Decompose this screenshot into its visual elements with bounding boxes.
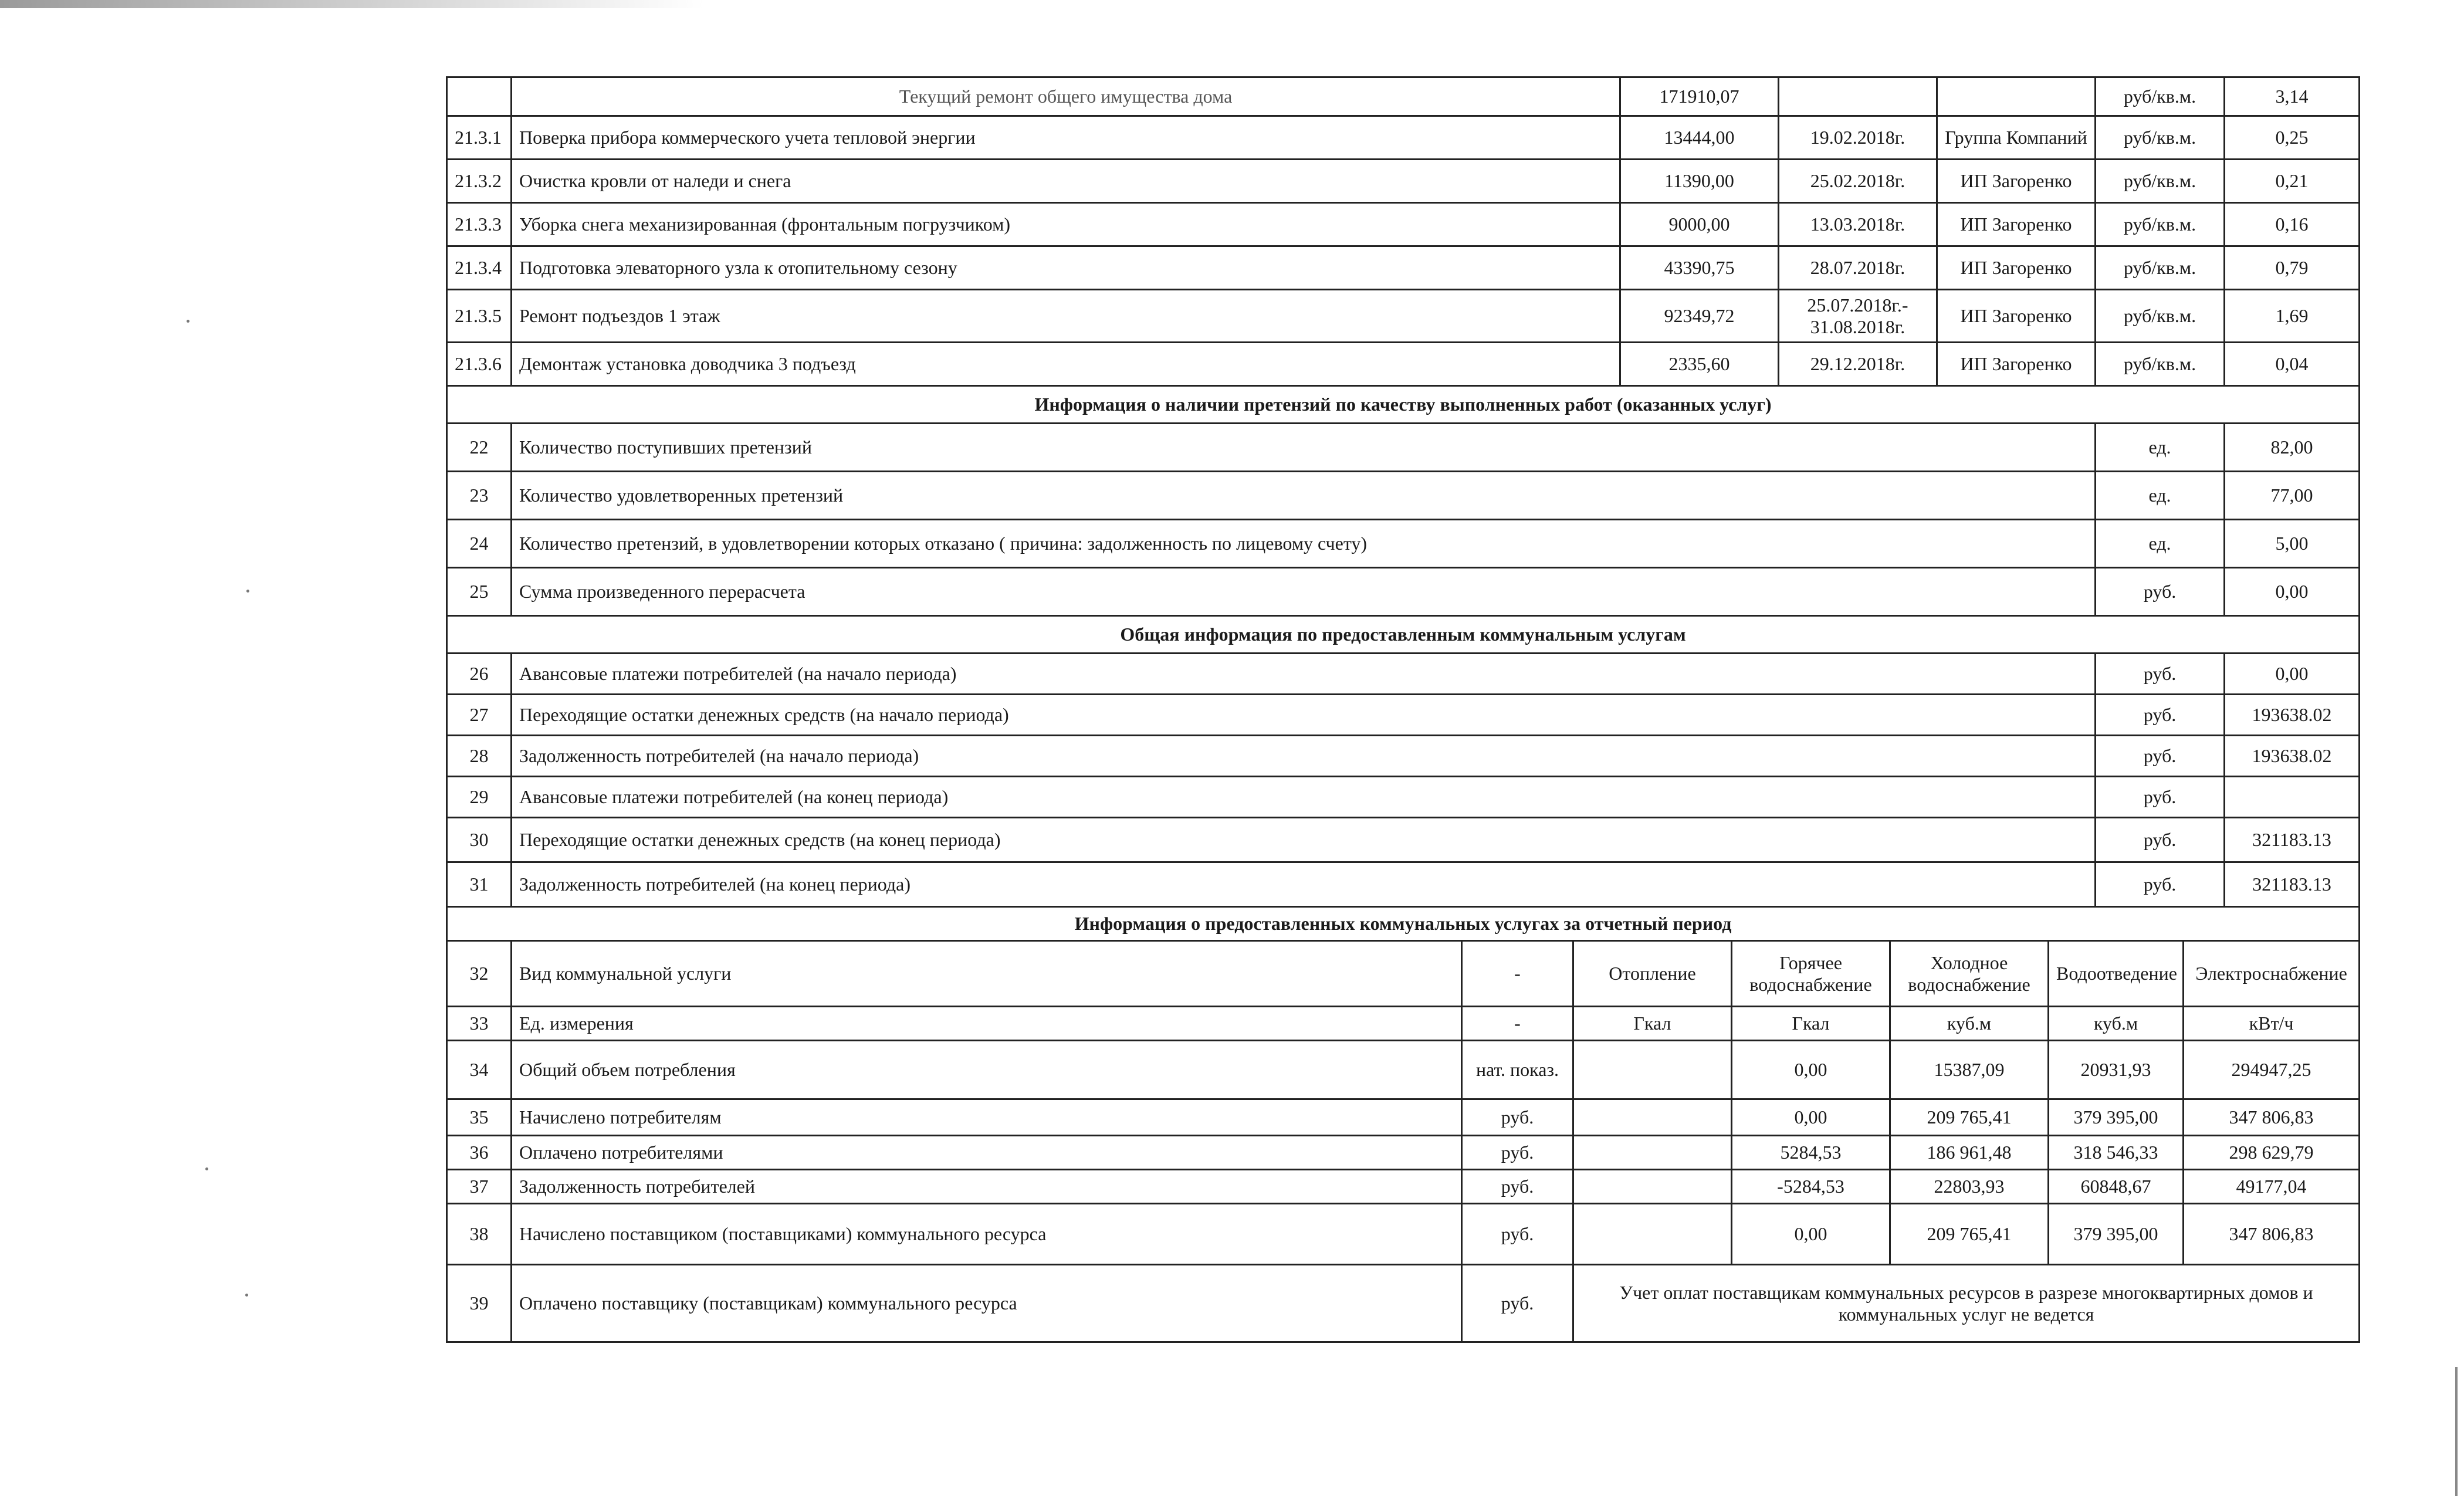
repair-row-rate: 1,69 [2225, 290, 2360, 343]
service-type-num: 32 [447, 941, 512, 1007]
period-row-sewerage: 20931,93 [2049, 1041, 2184, 1099]
repair-row-num: 21.3.5 [447, 290, 512, 343]
repair-row-contractor: ИП Загоренко [1937, 290, 2096, 343]
utilities-general-row [447, 695, 2360, 736]
repair-row [447, 116, 2360, 160]
supplier-paid-row [447, 1265, 2360, 1342]
report-sheet [446, 76, 2358, 1343]
repair-header-date [1779, 77, 1937, 116]
service-type-label: Вид коммунальной услуги [512, 941, 1462, 1007]
repair-row [447, 160, 2360, 203]
supplier-paid-note: Учет оплат поставщикам коммунальных ресурсов в разрезе многоквартирных домов и коммунальных услуг не ведется [1573, 1265, 2360, 1342]
repair-row-name: Очистка кровли от наледи и снега [512, 160, 1620, 203]
period-row-hot-water: 5284,53 [1732, 1136, 1890, 1170]
utilities-general-row-num: 27 [447, 695, 512, 736]
repair-header-row [447, 77, 2360, 116]
period-row-unit: нат. показ. [1462, 1041, 1573, 1099]
repair-row-name: Поверка прибора коммерческого учета тепловой энергии [512, 116, 1620, 160]
scan-speck [187, 320, 189, 323]
service-cold-water: Холодное водоснабжение [1890, 941, 2049, 1007]
utilities-general-row [447, 777, 2360, 818]
claims-row-name: Количество претензий, в удовлетворении которых отказано ( причина: задолженность по лицевому счету) [512, 520, 2096, 568]
repair-row [447, 246, 2360, 290]
service-sewerage: Водоотведение [2049, 941, 2184, 1007]
repair-row-date: 25.07.2018г.- 31.08.2018г. [1779, 290, 1937, 343]
utilities-period-row [447, 1204, 2360, 1265]
utilities-general-row-name: Переходящие остатки денежных средств (на конец периода) [512, 818, 2096, 862]
claims-row-unit: ед. [2096, 424, 2225, 472]
period-row-heating [1573, 1041, 1732, 1099]
repair-row-date: 19.02.2018г. [1779, 116, 1937, 160]
claims-section-title: Информация о наличии претензий по качеству выполненных работ (оказанных услуг) [447, 386, 2360, 424]
utilities-general-row-value: 193638.02 [2225, 736, 2360, 777]
unit-cold-water: куб.м [1890, 1007, 2049, 1041]
utilities-general-row-value: 321183.13 [2225, 862, 2360, 907]
claims-row-value: 77,00 [2225, 472, 2360, 520]
period-row-hot-water: 0,00 [1732, 1099, 1890, 1136]
period-row-name: Начислено потребителям [512, 1099, 1462, 1136]
claims-row [447, 424, 2360, 472]
period-row-hot-water: 0,00 [1732, 1041, 1890, 1099]
utilities-period-row [447, 1099, 2360, 1136]
claims-table [446, 385, 2360, 908]
scan-speck [246, 590, 249, 593]
period-row-heating [1573, 1136, 1732, 1170]
repair-header-amount: 171910,07 [1620, 77, 1779, 116]
repair-row-unit: руб/кв.м. [2096, 290, 2225, 343]
repair-table [446, 76, 2360, 387]
repair-row-name: Демонтаж установка доводчика 3 подъезд [512, 343, 1620, 386]
period-row-sewerage: 318 546,33 [2049, 1136, 2184, 1170]
unit-row-label: Ед. измерения [512, 1007, 1462, 1041]
repair-row-amount: 11390,00 [1620, 160, 1779, 203]
period-row-electricity: 49177,04 [2184, 1170, 2360, 1204]
claims-row-value: 0,00 [2225, 568, 2360, 616]
repair-header-contractor [1937, 77, 2096, 116]
repair-row-rate: 0,79 [2225, 246, 2360, 290]
unit-row-dash: - [1462, 1007, 1573, 1041]
service-heating: Отопление [1573, 941, 1732, 1007]
repair-row-unit: руб/кв.м. [2096, 246, 2225, 290]
period-row-unit: руб. [1462, 1099, 1573, 1136]
claims-row [447, 520, 2360, 568]
repair-row-unit: руб/кв.м. [2096, 116, 2225, 160]
period-row-electricity: 298 629,79 [2184, 1136, 2360, 1170]
service-electricity: Электроснабжение [2184, 941, 2360, 1007]
period-row-unit: руб. [1462, 1170, 1573, 1204]
utilities-period-table [446, 906, 2360, 1343]
claims-row-unit: ед. [2096, 472, 2225, 520]
claims-row-unit: руб. [2096, 568, 2225, 616]
period-row-num: 34 [447, 1041, 512, 1099]
utilities-general-row-num: 31 [447, 862, 512, 907]
repair-row-num: 21.3.3 [447, 203, 512, 246]
scan-speck [205, 1167, 208, 1170]
repair-row [447, 343, 2360, 386]
utilities-general-row [447, 818, 2360, 862]
utilities-general-row-value: 321183.13 [2225, 818, 2360, 862]
claims-row-unit: ед. [2096, 520, 2225, 568]
claims-row-num: 25 [447, 568, 512, 616]
period-row-hot-water: -5284,53 [1732, 1170, 1890, 1204]
repair-row-amount: 92349,72 [1620, 290, 1779, 343]
repair-header-unit: руб/кв.м. [2096, 77, 2225, 116]
repair-row-contractor: ИП Загоренко [1937, 343, 2096, 386]
period-row-num: 37 [447, 1170, 512, 1204]
utilities-general-row-unit: руб. [2096, 654, 2225, 695]
period-row-heating [1573, 1170, 1732, 1204]
period-row-cold-water: 209 765,41 [1890, 1099, 2049, 1136]
repair-row-rate: 0,16 [2225, 203, 2360, 246]
utilities-general-row [447, 862, 2360, 907]
period-row-num: 35 [447, 1099, 512, 1136]
period-row-num: 38 [447, 1204, 512, 1265]
repair-row-amount: 43390,75 [1620, 246, 1779, 290]
claims-row [447, 472, 2360, 520]
claims-title-row [447, 386, 2360, 424]
repair-row-name: Подготовка элеваторного узла к отопительному сезону [512, 246, 1620, 290]
repair-row-num: 21.3.2 [447, 160, 512, 203]
period-row-heating [1573, 1099, 1732, 1136]
unit-electricity: кВт/ч [2184, 1007, 2360, 1041]
repair-row-unit: руб/кв.м. [2096, 203, 2225, 246]
claims-row-name: Количество поступивших претензий [512, 424, 2096, 472]
utilities-general-row-unit: руб. [2096, 695, 2225, 736]
claims-row-name: Количество удовлетворенных претензий [512, 472, 2096, 520]
service-type-row [447, 941, 2360, 1007]
period-row-name: Задолженность потребителей [512, 1170, 1462, 1204]
repair-row-contractor: ИП Загоренко [1937, 246, 2096, 290]
utilities-general-section-title: Общая информация по предоставленным коммунальным услугам [447, 616, 2360, 654]
repair-row-rate: 0,21 [2225, 160, 2360, 203]
claims-row-num: 23 [447, 472, 512, 520]
scan-speck [245, 1294, 248, 1297]
utilities-general-row-num: 30 [447, 818, 512, 862]
period-row-cold-water: 186 961,48 [1890, 1136, 2049, 1170]
utilities-period-row [447, 1170, 2360, 1204]
period-row-unit: руб. [1462, 1136, 1573, 1170]
utilities-general-row-unit: руб. [2096, 862, 2225, 907]
supplier-paid-num: 39 [447, 1265, 512, 1342]
utilities-general-row-unit: руб. [2096, 818, 2225, 862]
utilities-general-row-num: 28 [447, 736, 512, 777]
utilities-general-row [447, 654, 2360, 695]
repair-row-date: 13.03.2018г. [1779, 203, 1937, 246]
utilities-general-title-row [447, 616, 2360, 654]
repair-row-num: 21.3.4 [447, 246, 512, 290]
period-row-name: Оплачено потребителями [512, 1136, 1462, 1170]
period-row-name: Общий объем потребления [512, 1041, 1462, 1099]
repair-row-contractor: Группа Компаний [1937, 116, 2096, 160]
repair-header-title: Текущий ремонт общего имущества дома [512, 77, 1620, 116]
period-row-cold-water: 15387,09 [1890, 1041, 2049, 1099]
repair-row-rate: 0,04 [2225, 343, 2360, 386]
repair-row-amount: 2335,60 [1620, 343, 1779, 386]
period-row-sewerage: 379 395,00 [2049, 1099, 2184, 1136]
period-row-cold-water: 22803,93 [1890, 1170, 2049, 1204]
period-row-electricity: 294947,25 [2184, 1041, 2360, 1099]
repair-header-num [447, 77, 512, 116]
repair-row-num: 21.3.1 [447, 116, 512, 160]
service-type-dash: - [1462, 941, 1573, 1007]
period-row-sewerage: 60848,67 [2049, 1170, 2184, 1204]
utilities-general-row-name: Задолженность потребителей (на конец периода) [512, 862, 2096, 907]
repair-header-rate: 3,14 [2225, 77, 2360, 116]
repair-row-name: Ремонт подъездов 1 этаж [512, 290, 1620, 343]
utilities-general-row-name: Переходящие остатки денежных средств (на начало периода) [512, 695, 2096, 736]
claims-row-value: 5,00 [2225, 520, 2360, 568]
utilities-period-title-row [447, 907, 2360, 941]
period-row-heating [1573, 1204, 1732, 1265]
period-row-num: 36 [447, 1136, 512, 1170]
repair-row-unit: руб/кв.м. [2096, 343, 2225, 386]
repair-row-contractor: ИП Загоренко [1937, 160, 2096, 203]
repair-row-date: 25.02.2018г. [1779, 160, 1937, 203]
claims-row-name: Сумма произведенного перерасчета [512, 568, 2096, 616]
period-row-name: Начислено поставщиком (поставщиками) коммунального ресурса [512, 1204, 1462, 1265]
utilities-general-row-name: Задолженность потребителей (на начало периода) [512, 736, 2096, 777]
unit-hot-water: Гкал [1732, 1007, 1890, 1041]
scan-edge-line [2455, 1367, 2458, 1496]
repair-row-unit: руб/кв.м. [2096, 160, 2225, 203]
repair-row-amount: 9000,00 [1620, 203, 1779, 246]
utilities-general-row-value [2225, 777, 2360, 818]
period-row-hot-water: 0,00 [1732, 1204, 1890, 1265]
service-hot-water: Горячее водоснабжение [1732, 941, 1890, 1007]
utilities-general-row-value: 193638.02 [2225, 695, 2360, 736]
repair-row-date: 28.07.2018г. [1779, 246, 1937, 290]
utilities-period-section-title: Информация о предоставленных коммунальных услугах за отчетный период [447, 907, 2360, 941]
utilities-general-row-num: 29 [447, 777, 512, 818]
utilities-period-row [447, 1041, 2360, 1099]
supplier-paid-label: Оплачено поставщику (поставщикам) коммунального ресурса [512, 1265, 1462, 1342]
repair-row-num: 21.3.6 [447, 343, 512, 386]
utilities-general-row-unit: руб. [2096, 736, 2225, 777]
unit-row [447, 1007, 2360, 1041]
utilities-general-row-name: Авансовые платежи потребителей (на начало периода) [512, 654, 2096, 695]
supplier-paid-unit: руб. [1462, 1265, 1573, 1342]
period-row-electricity: 347 806,83 [2184, 1204, 2360, 1265]
unit-sewerage: куб.м [2049, 1007, 2184, 1041]
claims-row-num: 24 [447, 520, 512, 568]
claims-row [447, 568, 2360, 616]
period-row-cold-water: 209 765,41 [1890, 1204, 2049, 1265]
repair-row [447, 203, 2360, 246]
utilities-general-row [447, 736, 2360, 777]
utilities-general-row-unit: руб. [2096, 777, 2225, 818]
utilities-general-row-value: 0,00 [2225, 654, 2360, 695]
scan-top-edge [0, 0, 704, 8]
utilities-general-row-name: Авансовые платежи потребителей (на конец периода) [512, 777, 2096, 818]
period-row-unit: руб. [1462, 1204, 1573, 1265]
repair-row [447, 290, 2360, 343]
repair-row-date: 29.12.2018г. [1779, 343, 1937, 386]
repair-row-contractor: ИП Загоренко [1937, 203, 2096, 246]
repair-row-amount: 13444,00 [1620, 116, 1779, 160]
period-row-electricity: 347 806,83 [2184, 1099, 2360, 1136]
claims-row-num: 22 [447, 424, 512, 472]
utilities-general-row-num: 26 [447, 654, 512, 695]
utilities-period-row [447, 1136, 2360, 1170]
unit-heating: Гкал [1573, 1007, 1732, 1041]
claims-row-value: 82,00 [2225, 424, 2360, 472]
repair-row-rate: 0,25 [2225, 116, 2360, 160]
period-row-sewerage: 379 395,00 [2049, 1204, 2184, 1265]
repair-row-name: Уборка снега механизированная (фронтальным погрузчиком) [512, 203, 1620, 246]
unit-row-num: 33 [447, 1007, 512, 1041]
